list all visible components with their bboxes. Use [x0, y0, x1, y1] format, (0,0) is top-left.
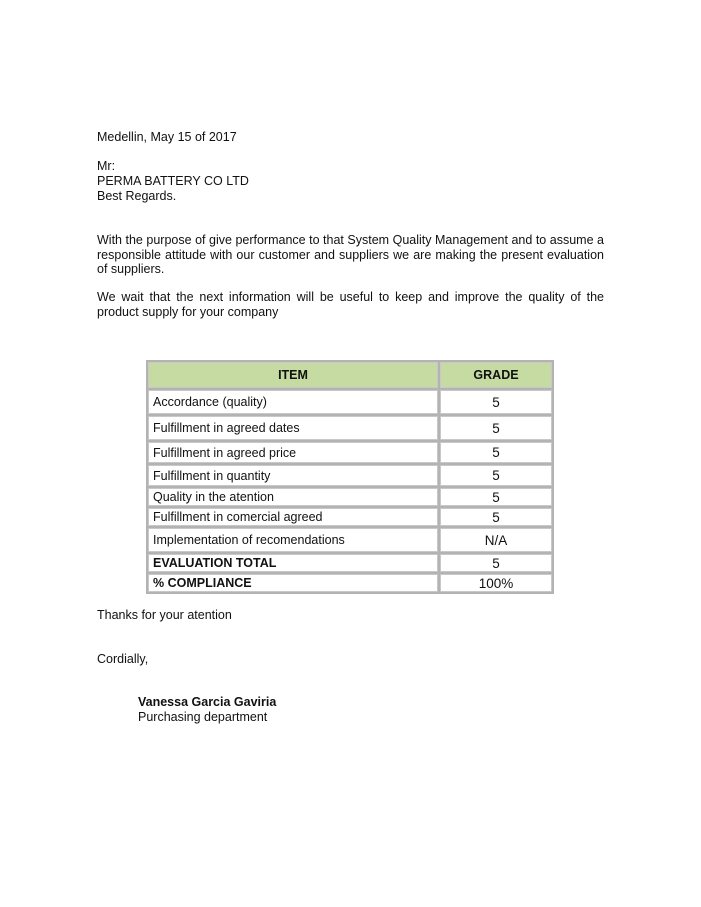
body-paragraph-1: With the purpose of give performance to that System Quality Management and to assume a responsible attitude with our customer and suppliers we are making the present evaluation of suppliers. [97, 233, 604, 276]
row-grade: 5 [440, 390, 552, 414]
signature-block [138, 695, 276, 725]
header-grade: GRADE [440, 362, 552, 388]
closing-line: Cordially, [97, 652, 149, 666]
signer-name: Vanessa Garcia Gaviria [138, 695, 277, 709]
row-item: Accordance (quality) [148, 390, 438, 414]
table-row-compliance [148, 574, 552, 592]
row-grade: 100% [440, 574, 552, 592]
addressee-block [97, 159, 604, 204]
table-row [148, 465, 552, 486]
table-row-total [148, 554, 552, 572]
body-paragraph-1-block [97, 233, 604, 277]
row-item: Fulfillment in quantity [148, 465, 438, 486]
table-row [148, 390, 552, 414]
table-row [148, 416, 552, 440]
thanks-line: Thanks for your atention [97, 608, 232, 622]
table-row [148, 442, 552, 463]
row-grade: 5 [440, 554, 552, 572]
date-line: Medellin, May 15 of 2017 [97, 130, 237, 144]
table-header-row [148, 362, 552, 388]
table-row [148, 488, 552, 506]
row-grade: 5 [440, 508, 552, 526]
row-grade: 5 [440, 465, 552, 486]
closing-block [97, 652, 604, 667]
row-item: Quality in the atention [148, 488, 438, 506]
body-paragraph-2: We wait that the next information will be useful to keep and improve the quality of the product supply for your company [97, 290, 604, 319]
row-grade: 5 [440, 442, 552, 463]
evaluation-table [146, 360, 554, 594]
row-item: EVALUATION TOTAL [148, 554, 438, 572]
row-grade: 5 [440, 488, 552, 506]
signer-department: Purchasing department [138, 710, 268, 724]
header-item: ITEM [148, 362, 438, 388]
row-grade: 5 [440, 416, 552, 440]
letter-date [97, 130, 604, 145]
greeting: Best Regards. [97, 189, 177, 203]
thanks-block [97, 608, 604, 623]
row-item: Implementation of recomendations [148, 528, 438, 552]
row-item: Fulfillment in comercial agreed [148, 508, 438, 526]
row-item: % COMPLIANCE [148, 574, 438, 592]
row-item: Fulfillment in agreed price [148, 442, 438, 463]
salutation: Mr: [97, 159, 116, 173]
body-paragraph-2-block [97, 290, 604, 319]
row-item: Fulfillment in agreed dates [148, 416, 438, 440]
table-row [148, 508, 552, 526]
company-name: PERMA BATTERY CO LTD [97, 174, 249, 188]
table-row [148, 528, 552, 552]
row-grade: N/A [440, 528, 552, 552]
